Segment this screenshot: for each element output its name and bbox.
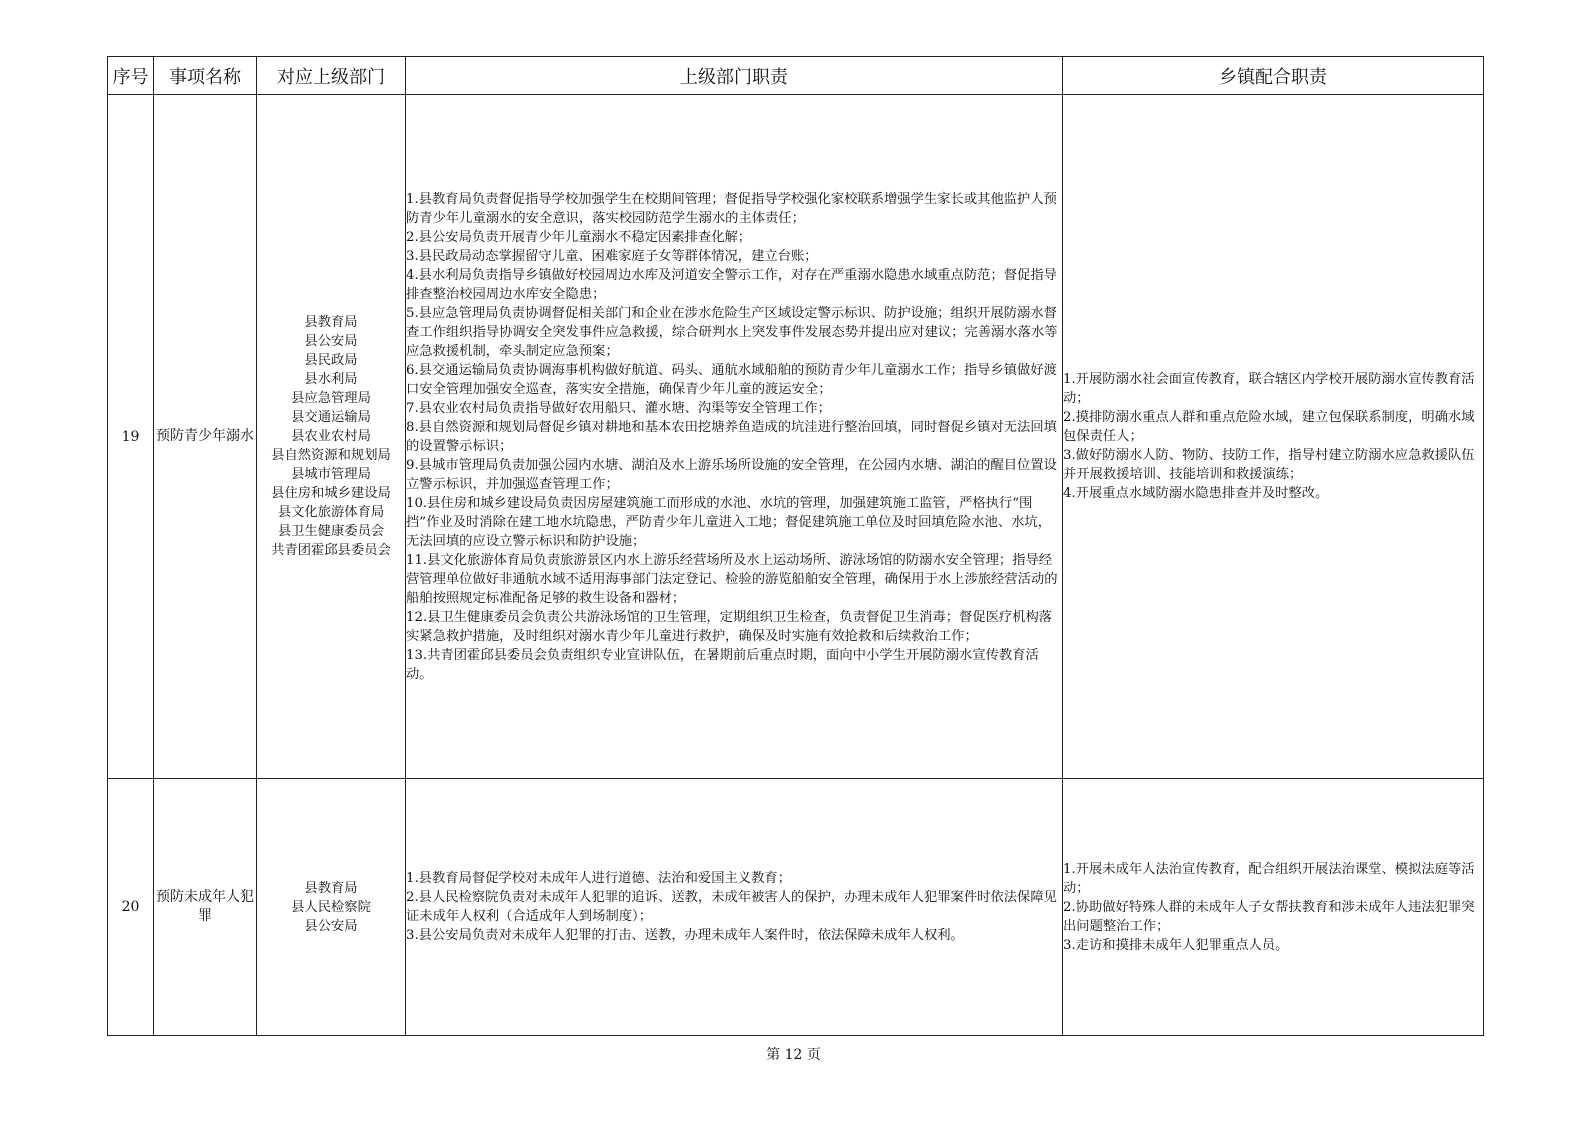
header-row xyxy=(108,57,1484,95)
page-number: 第 12 页 xyxy=(766,1047,821,1063)
header-seq: 序号 xyxy=(108,57,154,95)
row-department-duties-line: 7.县农业农村局负责指导做好农用船只、灌水塘、沟渠等安全管理工作； xyxy=(406,400,831,416)
row-departments-line: 县教育局 xyxy=(304,880,358,896)
row-town-duties xyxy=(1063,779,1484,1036)
row-department-duties-line: 13.共青团霍邱县委员会负责组织专业宣讲队伍，在暑期前后重点时期，面向中小学生开展防溺水宣传教育活动。 xyxy=(406,647,1039,682)
row-department-duties xyxy=(406,95,1063,779)
row-town-duties-line: 1.开展防溺水社会面宣传教育，联合辖区内学校开展防溺水宣传教育活动； xyxy=(1063,372,1475,406)
row-department-duties-line: 5.县应急管理局负责协调督促相关部门和企业在涉水危险生产区域设定警示标识、防护设施；组织开展防溺水督查工作组织指导协调安全突发事件应急救援，综合研判水上突发事件发展态势并提出应对建议；完善溺水落水等应急救援机制，牵头制定应急预案； xyxy=(406,305,1058,359)
header-duty: 上级部门职责 xyxy=(406,57,1063,95)
header-name: 事项名称 xyxy=(154,57,257,95)
row-department-duties-line: 10.县住房和城乡建设局负责因房屋建筑施工而形成的水池、水坑的管理，加强建筑施工监管，严格执行“围挡”作业及时消除在建工地水坑隐患，严防青少年儿童进入工地；督促建筑施工单位及时回填危险水池、水坑，无法回填的应设立警示标识和防护设施； xyxy=(406,495,1052,549)
row-departments-line: 县卫生健康委员会 xyxy=(277,524,385,539)
table-row xyxy=(108,779,1484,1036)
row-department-duties xyxy=(406,779,1063,1036)
row-department-duties-line: 11.县文化旅游体育局负责旅游景区内水上游乐经营场所及水上运动场所、游泳场馆的防溺水安全管理；指导经营管理单位做好非通航水域不适用海事部门法定登记、检验的游览船舶安全管理，确保用于水上涉旅经营活动的船舶按照规定标准配备足够的救生设备和器材； xyxy=(406,552,1058,606)
row-departments-line: 县教育局 xyxy=(304,315,358,330)
row-departments-line: 县应急管理局 xyxy=(291,391,371,406)
header-town: 乡镇配合职责 xyxy=(1063,57,1484,95)
row-department-duties-line: 2.县公安局负责开展青少年儿童溺水不稳定因素排查化解； xyxy=(406,229,752,245)
row-departments-line: 县城市管理局 xyxy=(291,467,371,482)
row-departments-line: 县公安局 xyxy=(304,918,358,934)
row-departments-line: 县自然资源和规划局 xyxy=(271,448,391,463)
row-departments-line: 县公安局 xyxy=(304,334,358,349)
row-departments-line: 县民政局 xyxy=(304,353,358,368)
row-department-duties-line: 6.县交通运输局负责协调海事机构做好航道、码头、通航水域船舶的预防青少年儿童溺水工作；指导乡镇做好渡口安全管理加强安全巡查，落实安全措施，确保青少年儿童的渡运安全； xyxy=(406,362,1057,397)
row-town-duties-line: 2.摸排防溺水重点人群和重点危险水域，建立包保联系制度，明确水域包保责任人； xyxy=(1063,410,1475,444)
row-department-duties-line: 1.县教育局负责督促指导学校加强学生在校期间管理；督促指导学校强化家校联系增强学生家长或其他监护人预防青少年儿童溺水的安全意识，落实校园防范学生溺水的主体责任； xyxy=(406,191,1057,226)
row-town-duties-line: 3.做好防溺水人防、物防、技防工作，指导村建立防溺水应急救援队伍并开展救援培训、技能培训和救援演练； xyxy=(1063,448,1475,482)
row-department-duties-line: 3.县公安局负责对未成年人犯罪的打击、送教，办理未成年人案件时，依法保障未成年人权利。 xyxy=(406,928,964,943)
row-town-duties-line: 2.协助做好特殊人群的未成年人子女帮扶教育和涉未成年人违法犯罪突出问题整治工作； xyxy=(1063,899,1475,934)
row-department-duties-line: 8.县自然资源和规划局督促乡镇对耕地和基本农田挖塘养鱼造成的坑洼进行整治回填，同时督促乡镇对无法回填的设置警示标识； xyxy=(406,419,1057,454)
row-item-name: 预防青少年溺水 xyxy=(154,95,257,779)
row-department-duties-line: 1.县教育局督促学校对未成年人进行道德、法治和爱国主义教育； xyxy=(406,871,791,886)
row-departments xyxy=(257,779,406,1036)
responsibility-table xyxy=(107,56,1484,1036)
row-departments-line: 共青团霍邱县委员会 xyxy=(271,543,391,558)
row-department-duties-line: 3.县民政局动态掌握留守儿童、困难家庭子女等群体情况，建立台账； xyxy=(406,248,818,264)
header-dept: 对应上级部门 xyxy=(257,57,406,95)
row-department-duties-line: 2.县人民检察院负责对未成年人犯罪的追诉、送教，未成年被害人的保护，办理未成年人犯罪案件时依法保障见证未成年人权利（合适成年人到场制度）； xyxy=(406,890,1057,924)
row-departments-line: 县农业农村局 xyxy=(291,429,371,444)
table-row xyxy=(108,95,1484,779)
row-departments-line: 县人民检察院 xyxy=(291,899,371,915)
row-department-duties-line: 4.县水利局负责指导乡镇做好校园周边水库及河道安全警示工作，对存在严重溺水隐患水域重点防范；督促指导排查整治校园周边水库安全隐患； xyxy=(406,267,1057,302)
row-item-name: 预防未成年人犯罪 xyxy=(154,779,257,1036)
row-town-duties xyxy=(1063,95,1484,779)
row-town-duties-line: 3.走访和摸排未成年人犯罪重点人员。 xyxy=(1063,937,1289,953)
row-departments-line: 县文化旅游体育局 xyxy=(277,505,385,520)
row-departments-line: 县水利局 xyxy=(304,372,358,387)
row-town-duties-line: 4.开展重点水域防溺水隐患排查并及时整改。 xyxy=(1063,486,1329,501)
row-departments-line: 县交通运输局 xyxy=(291,410,371,425)
row-town-duties-line: 1.开展未成年人法治宣传教育，配合组织开展法治课堂、模拟法庭等活动； xyxy=(1063,861,1475,896)
row-seq: 20 xyxy=(108,779,154,1036)
row-departments-line: 县住房和城乡建设局 xyxy=(271,486,391,501)
row-department-duties-line: 9.县城市管理局负责加强公园内水塘、湖泊及水上游乐场所设施的安全管理，在公园内水塘、湖泊的醒目位置设立警示标识，并加强巡查管理工作； xyxy=(406,457,1057,492)
row-department-duties-line: 12.县卫生健康委员会负责公共游泳场馆的卫生管理，定期组织卫生检查，负责督促卫生消毒；督促医疗机构落实紧急救护措施，及时组织对溺水青少年儿童进行救护，确保及时实施有效抢救和后续救治工作； xyxy=(406,609,1053,644)
row-departments xyxy=(257,95,406,779)
row-seq: 19 xyxy=(108,95,154,779)
